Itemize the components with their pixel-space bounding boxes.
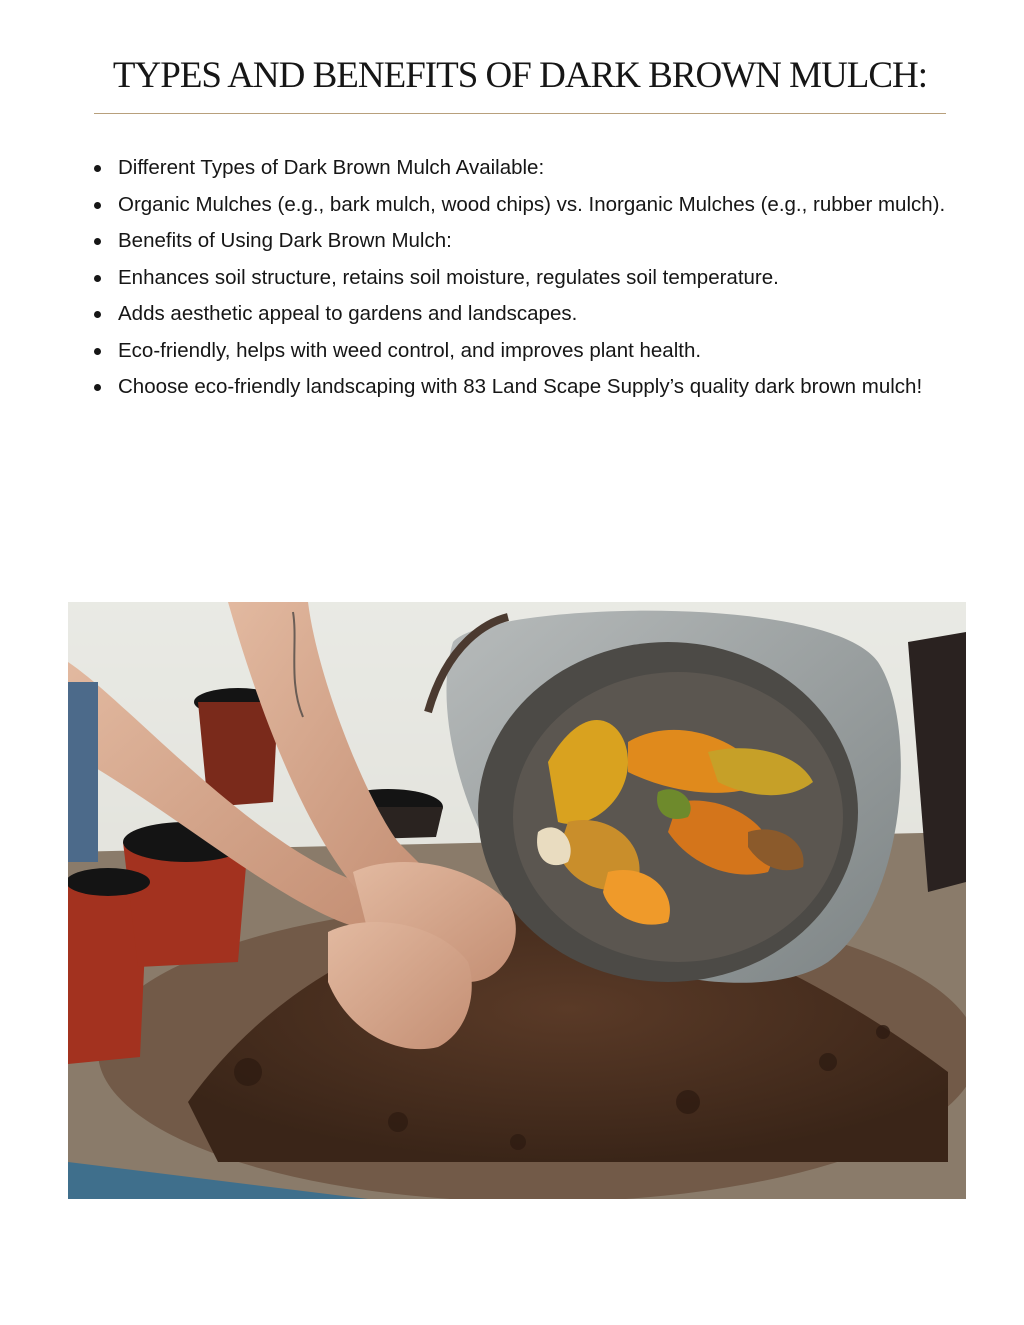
bullet-list xyxy=(94,150,954,406)
list-item: Choose eco-friendly landscaping with 83 Land Scape Supply’s quality dark brown mulch! xyxy=(94,369,954,406)
list-item: Adds aesthetic appeal to gardens and landscapes. xyxy=(94,296,954,333)
title-divider xyxy=(94,113,946,114)
list-item: Eco-friendly, helps with weed control, and improves plant health. xyxy=(94,333,954,370)
list-item: Different Types of Dark Brown Mulch Available: xyxy=(94,150,954,187)
compost-photo xyxy=(68,602,966,1199)
compost-illustration xyxy=(68,602,966,1199)
list-item: Organic Mulches (e.g., bark mulch, wood chips) vs. Inorganic Mulches (e.g., rubber mulch). xyxy=(94,187,954,224)
list-item: Benefits of Using Dark Brown Mulch: xyxy=(94,223,954,260)
list-item: Enhances soil structure, retains soil moisture, regulates soil temperature. xyxy=(94,260,954,297)
page-title: TYPES AND BENEFITS OF DARK BROWN MULCH: xyxy=(112,55,928,96)
